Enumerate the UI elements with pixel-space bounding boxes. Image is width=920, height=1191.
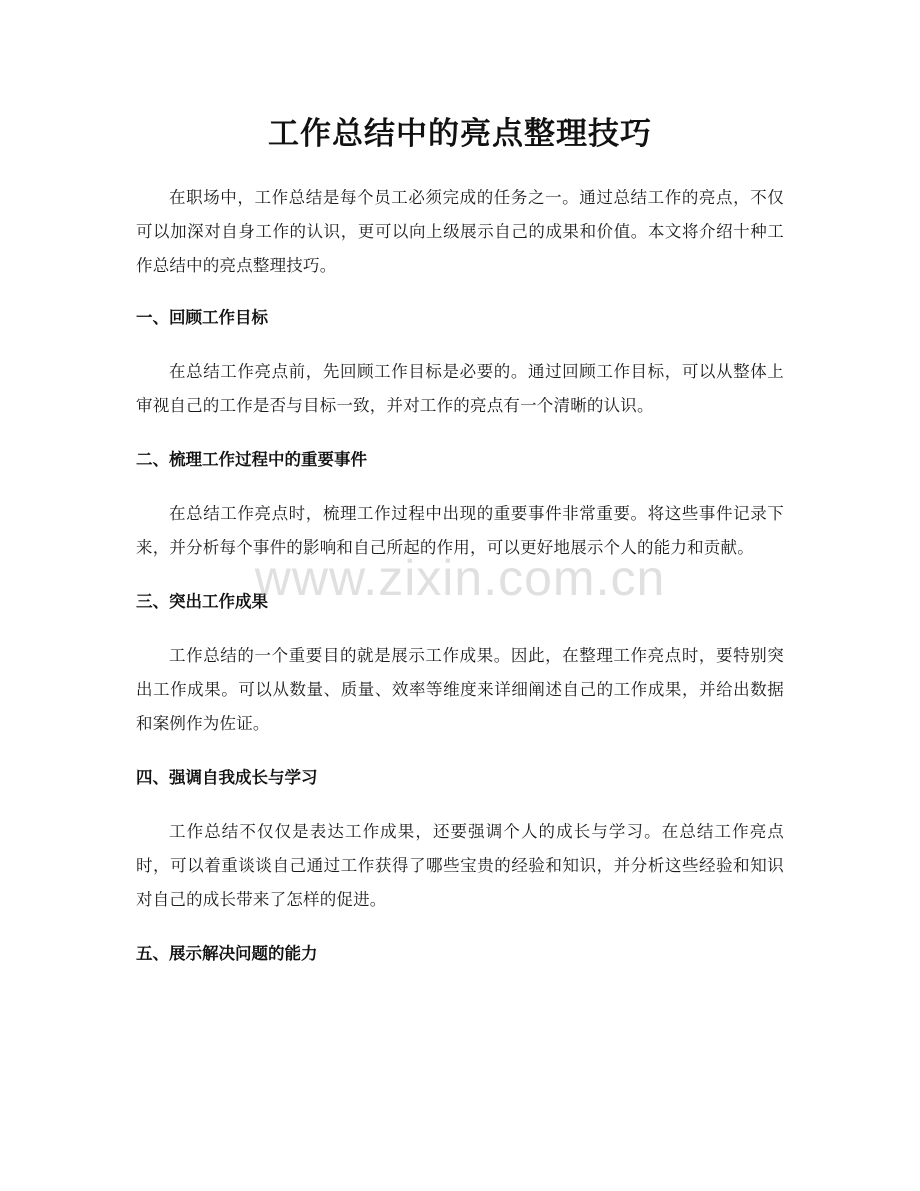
intro-paragraph: 在职场中，工作总结是每个员工必须完成的任务之一。通过总结工作的亮点，不仅可以加深对自身工作的认识，更可以向上级展示自己的成果和价值。本文将介绍十种工作总结中的亮点整理技巧。 (136, 188, 784, 275)
section-heading-2: 二、梳理工作过程中的重要事件 (136, 450, 367, 469)
section-body-3: 工作总结的一个重要目的就是展示工作成果。因此，在整理工作亮点时，要特别突出工作成果。可以从数量、质量、效率等维度来详细阐述自己的工作成果，并给出数据和案例作为佐证。 (136, 646, 784, 733)
section-body-2: 在总结工作亮点时，梳理工作过程中出现的重要事件非常重要。将这些事件记录下来，并分析每个事件的影响和自己所起的作用，可以更好地展示个人的能力和贡献。 (136, 504, 784, 557)
section-heading-5: 五、展示解决问题的能力 (136, 944, 318, 963)
section-body-4: 工作总结不仅仅是表达工作成果，还要强调个人的成长与学习。在总结工作亮点时，可以着重谈谈自己通过工作获得了哪些宝贵的经验和知识，并分析这些经验和知识对自己的成长带来了怎样的促进。 (136, 822, 784, 909)
section-heading-3: 三、突出工作成果 (136, 592, 268, 611)
section-heading-4: 四、强调自我成长与学习 (136, 768, 318, 787)
watermark-text: www.zixin.com.cn (254, 550, 666, 606)
document-title: 工作总结中的亮点整理技巧 (268, 116, 652, 152)
section-heading-1: 一、回顾工作目标 (136, 308, 268, 327)
section-body-1: 在总结工作亮点前，先回顾工作目标是必要的。通过回顾工作目标，可以从整体上审视自己的工作是否与目标一致，并对工作的亮点有一个清晰的认识。 (136, 362, 784, 415)
